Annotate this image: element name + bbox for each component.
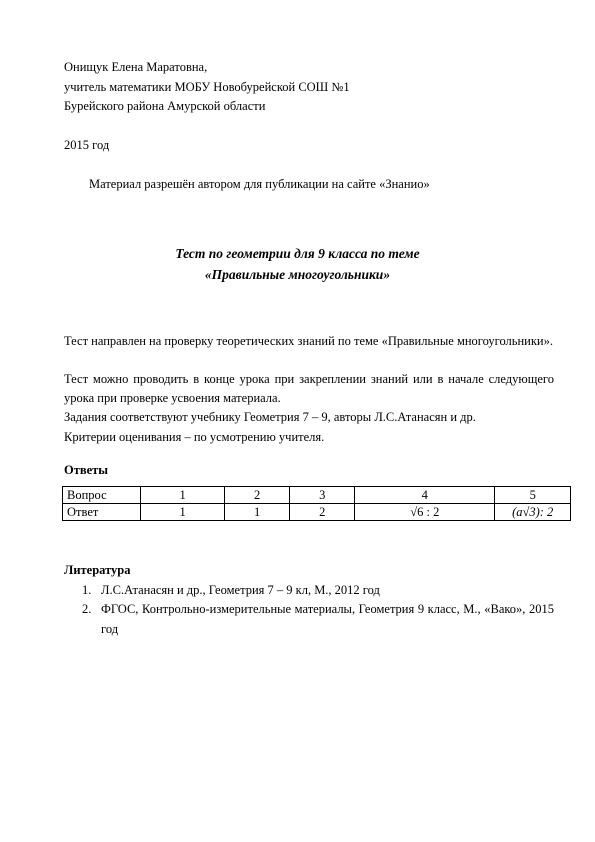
table-cell: 2 [225,487,290,504]
author-region: Бурейского района Амурской области [64,99,266,113]
document-title-line2: «Правильные многоугольники» [204,267,391,282]
table-cell: 2 [290,504,355,521]
table-cell: 4 [355,487,495,504]
table-cell: 1 [141,504,225,521]
document-title-line1: Тест по геометрии для 9 класса по теме [175,246,420,261]
table-cell: 5 [495,487,571,504]
intro-paragraph-usage: Тест можно проводить в конце урока при закреплении знаний или в начале следующего урока при проверке усвоения материала. [64,372,554,405]
publication-permission: Материал разрешён автором для публикации на сайте «Знанио» [89,177,430,191]
answers-table [62,486,571,521]
intro-paragraph-textbook: Задания соответствуют учебнику Геометрия 7 – 9, авторы Л.С.Атанасян и др. [64,410,476,424]
list-item: Л.С.Атанасян и др., Геометрия 7 – 9 кл, М., 2012 год [101,583,380,597]
table-row-label: Ответ [63,504,141,521]
list-item: ФГОС, Контрольно-измерительные материалы, Геометрия 9 класс, М., «Вако», 2015 год [101,602,554,636]
answers-heading: Ответы [64,463,109,477]
table-cell: √6 : 2 [355,504,495,521]
list-item-number: 2. [82,602,92,616]
table-row-answers [63,504,571,521]
literature-heading: Литература [64,563,131,577]
table-cell: (a√3): 2 [495,504,571,521]
table-cell: 3 [290,487,355,504]
author-name: Онищук Елена Маратовна, [64,60,208,74]
intro-paragraph-purpose: Тест направлен на проверку теоретических знаний по теме «Правильные многоугольники». [64,334,553,348]
intro-paragraph-criteria: Критерии оценивания – по усмотрению учителя. [64,430,325,444]
year: 2015 год [64,138,110,152]
table-row-questions [63,487,571,504]
author-position: учитель математики МОБУ Новобурейской СОШ №1 [64,80,350,94]
table-cell: 1 [141,487,225,504]
table-cell: 1 [225,504,290,521]
table-row-label: Вопрос [63,487,141,504]
list-item-number: 1. [82,583,92,597]
